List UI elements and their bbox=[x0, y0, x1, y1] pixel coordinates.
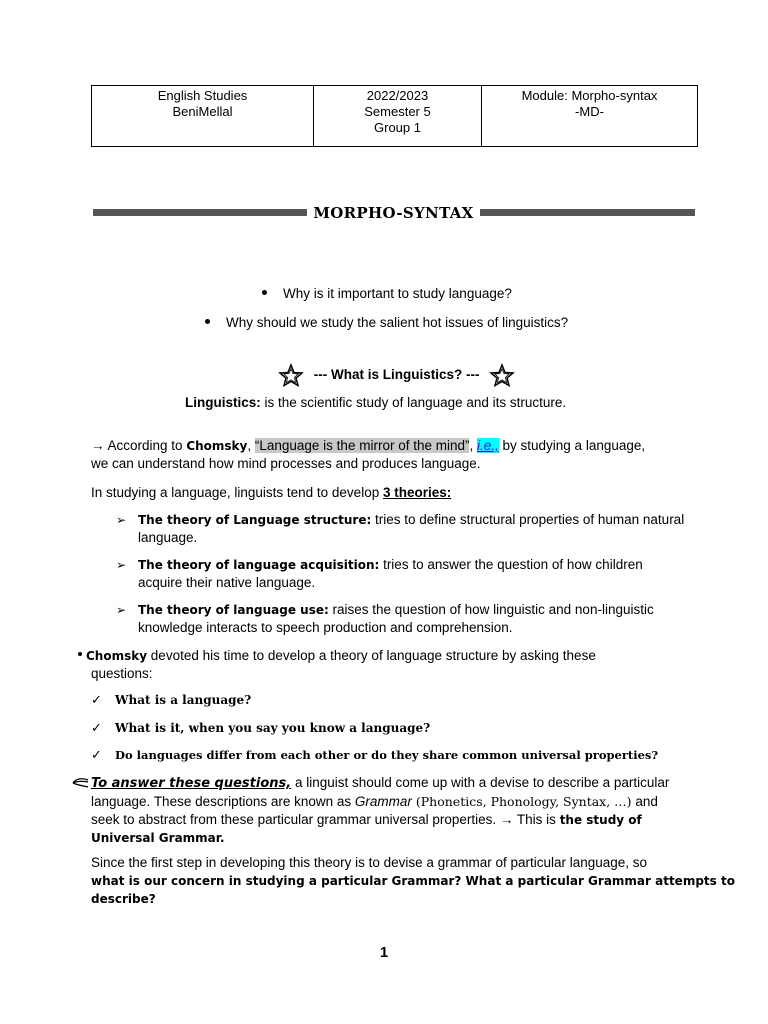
checkmark-icon: ✓ bbox=[91, 720, 102, 735]
title-bar-left bbox=[93, 209, 307, 216]
header-table bbox=[91, 85, 698, 147]
theory-item-use: ➢ The theory of language use: raises the question of how linguistic and non-linguistic knowledge interacts to speech production and comprehension. bbox=[116, 602, 654, 635]
title-bar-right bbox=[480, 209, 695, 216]
arrow-right-icon: → bbox=[91, 438, 105, 453]
checkmark-icon: ✓ bbox=[91, 747, 102, 762]
answer-paragraph: To answer these questions, a linguist should come up with a devise to describe a particular language. These descriptions are known as Grammar (Phonetics, Phonology, Syntax, …) and seek to abstract from these particular grammar universal properties. → This is the study of Universal Grammar. bbox=[72, 774, 692, 847]
theory-item-acquisition: ➢ The theory of language acquisition: tries to answer the question of how children acquire their native language. bbox=[116, 557, 643, 590]
page-title: MORPHO-SYNTAX bbox=[313, 204, 474, 222]
highlighted-quote: “Language is the mirror of the mind” bbox=[254, 438, 470, 453]
page-number: 1 bbox=[379, 944, 389, 961]
bullet-icon bbox=[78, 652, 82, 656]
arrowhead-bullet-icon: ➢ bbox=[116, 603, 127, 617]
checkmark-icon: ✓ bbox=[91, 692, 102, 707]
section-heading: --- What is Linguistics? --- bbox=[278, 363, 515, 387]
document-page: English Studies BeniMellal 2022/2023 Semester 5 Group 1 Module: Morpho-syntax -MD- MORPHO-SYNTAX Why is it important to study language? Why should we study the salient hot issues of linguistics? --- What is Linguistics? --- Linguistics: is the scientific study of language and its structure. → According to Chomsky, “Language is the mirror of the mind”, i.e., by studying a language, we can understand how mind processes and produces language. In studying a language, linguists tend to develop 3 theories: ➢ The theory of Language structure: tries to define structural properties of human natural language. ➢ The theory of language acquisition: tries to answer the question of how children acquire their native language. ➢ The theory of language use: raises the question of how linguistic and non-linguistic knowledge interacts to speech production and comprehension. Chomsky devoted his time to develop a theory of language structure by asking these questions: ✓ What is a language? ✓ What is it, when you say you know a language? ✓ Do languages differ from each other or do they share common universal properties? To answer these questions, a linguist should come up with a devise to describe a particular language. These descriptions are known as Grammar (Phonetics, Phonology, Syntax, …) and seek to abstract from these particular grammar universal properties. → This is the study of Universal Grammar. Since the first step in developing this theory is to devise a grammar of particular language, so what is our concern in studying a particular Grammar? What a particular Grammar attempts to describe? 1 bbox=[0, 0, 768, 1024]
theory-item-structure: ➢ The theory of Language structure: tries to define structural properties of human natural language. bbox=[116, 512, 685, 545]
arrow-right-icon: → bbox=[499, 812, 514, 827]
bullet-icon bbox=[262, 290, 267, 295]
chomsky-quote-paragraph: → According to Chomsky, “Language is the mirror of the mind”, i.e., by studying a language, we can understand how mind processes and produces language. bbox=[91, 438, 646, 471]
ie-link[interactable]: i.e., bbox=[477, 438, 499, 453]
chomsky-devoted-paragraph: Chomsky devoted his time to develop a theory of language structure by asking these questions: bbox=[78, 647, 678, 683]
bullet-icon bbox=[205, 319, 210, 324]
arrowhead-bullet-icon: ➢ bbox=[116, 513, 127, 527]
star-outline-icon bbox=[278, 363, 304, 387]
header-cell-semester: 2022/2023 Semester 5 Group 1 bbox=[314, 86, 482, 147]
header-cell-institution: English Studies BeniMellal bbox=[92, 86, 314, 147]
linguistics-definition: Linguistics: is the scientific study of language and its structure. bbox=[185, 395, 567, 410]
arrowhead-bullet-icon: ➢ bbox=[116, 558, 127, 572]
final-paragraph: Since the first step in developing this theory is to devise a grammar of particular language, so what is our concern in studying a particular Grammar? What a particular Grammar attempts to describe? bbox=[91, 855, 735, 906]
star-outline-icon bbox=[489, 363, 515, 387]
question-2: Why should we study the salient hot issues of linguistics? bbox=[205, 314, 568, 332]
pencil-icon bbox=[72, 776, 90, 790]
question-1: Why is it important to study language? bbox=[262, 285, 512, 303]
theories-intro: In studying a language, linguists tend to develop 3 theories: bbox=[91, 485, 452, 500]
title-banner bbox=[93, 202, 695, 224]
header-cell-module: Module: Morpho-syntax -MD- bbox=[482, 86, 698, 147]
